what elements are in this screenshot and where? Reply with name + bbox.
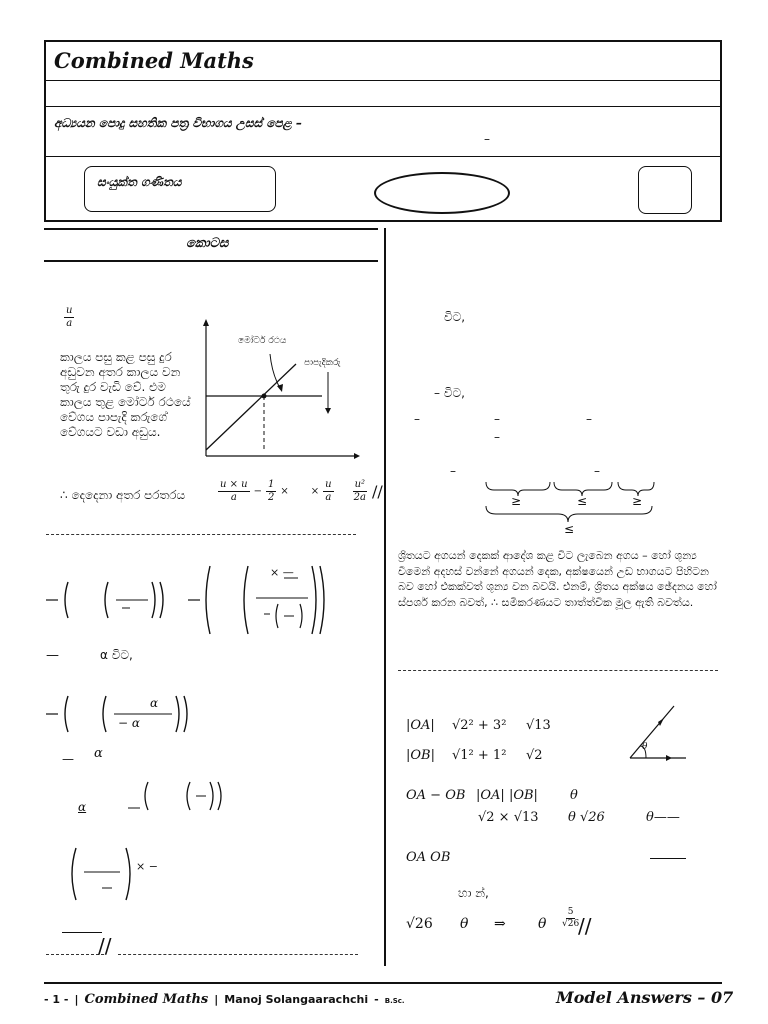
alpha-underlined: α [78,800,87,814]
footer-left: - 1 - | Combined Maths | Manoj Solangaarachchi - B.Sc. [44,992,405,1007]
final-fraction: $\frac{5}{√26}$ [562,907,580,929]
footer-series: Model Answers – 07 [556,988,734,1007]
dash-mark-2: — [62,752,74,766]
oa-value: √2² + 3² [452,718,507,733]
bracket-expression-3 [124,778,234,818]
exam-line: අධ්‍යයන පොදු සහතික පත්‍ර විභාගය උසස් පෙළ – [54,116,302,130]
answer-line [62,932,102,933]
divider-right [398,670,718,671]
when-text-1: විට, [444,310,466,324]
title-row [46,42,720,81]
end-mark-right: // [578,914,592,938]
dash-6: – [594,464,600,478]
oa-magnitude: |OA| [406,718,435,733]
alpha-when: α විට, [100,648,133,662]
alpha-top: α [150,696,159,710]
dash-4: – [494,430,500,444]
ha-nt-text: හා න්, [458,886,489,900]
footer-degree: B.Sc. [384,997,405,1005]
dot-product-mid: |OA| |OB| [476,788,538,803]
dot-product-lhs: OA − OB [406,788,466,803]
paper-oval [374,172,510,214]
dash-3: – [586,412,592,426]
section-top-rule [44,228,378,230]
times-minus: × − [136,860,158,873]
subject-label: සංයුක්ත ගණිතය [97,175,182,189]
page-number: - 1 - [44,993,69,1006]
footer-rule [44,982,722,984]
footer-author: Manoj Solangaarachchi [224,993,369,1006]
oa-result: √13 [526,718,551,733]
graph-label-cyclist: පාපැදිකරු [304,358,341,368]
exam-row [46,106,720,157]
conclusion-paragraph: ශ්‍රිතයට අගයන් දෙකක් ආදේශ කළ විට ලැබෙන අගය – හෝ ශුන්‍ය වීමෙන් අදහස් වන්නේ අගයන් දෙක, අක්ෂයෙන් උඩ භාගයට පිහිටන බව හෝ එකක්වත් ශුන්‍ය වන බවයි. එනම්, ශ්‍රිතය අක්ෂය ඡේදනය හෝ ස්පර්ශ කරන බවත්, ∴ සමීකරණයට තාත්ත්වික මූල ඇති බවත්ය. [398,549,717,609]
ineq-geq-1: ≥ [511,494,522,508]
times-dash: × — [270,566,294,579]
root-26: √26 [406,916,433,932]
divider-1 [46,534,356,535]
dot-theta: θ [570,788,578,803]
angle-theta-label: θ [642,742,648,752]
alpha-symbol: α [94,746,103,761]
angle-diagram [626,702,696,764]
page-title: Combined Maths [54,48,254,73]
dash-mark: — [46,648,59,663]
code-box [638,166,692,214]
ineq-geq-2: ≥ [632,494,643,508]
theta-b: θ [538,916,547,932]
when-text-2: – විට, [434,386,465,400]
implies-symbol: ⇒ [494,916,506,932]
column-divider [384,228,386,966]
ineq-leq-1: ≤ [577,494,588,508]
section-title: කොටස [186,236,229,251]
u-over-a: $\frac{u}{a}$ [66,305,73,329]
car-line [206,364,296,450]
ob-magnitude: |OB| [406,748,435,763]
minus-alpha: − α [118,716,140,730]
dot-line-2: √2 × √13 [478,810,539,825]
ineq-leq-2: ≤ [564,522,575,536]
subject-box [84,166,276,212]
end-dash-right [118,954,358,955]
exam-dash: – [484,132,490,146]
theta-a: θ [460,916,469,932]
dash-1: – [414,412,420,426]
blank-line [650,858,686,859]
graph-label-car: මෝටර් රථය [238,336,287,346]
header-box [44,40,722,222]
blank-row [46,80,720,107]
bracket-expression-2 [44,690,244,740]
theta-root26: θ √26 [568,810,605,825]
therefore-text: ∴ දෙදෙනා අතර පරතරය [60,488,186,502]
ob-result: √2 [526,748,543,763]
end-dash-left [46,954,104,955]
ob-value: √1² + 1² [452,748,507,763]
distance-expression: $\frac{u \times u}{a}$ − $\frac{1}{2}$ × × $\frac{u}{a}$ $\frac{\text{u²}}{2a}$ // [220,479,383,503]
dash-2: – [494,412,500,426]
bracket-expression-1 [44,560,384,640]
bracket-expression-4 [64,842,144,906]
oa-ob: OA OB [406,850,451,865]
explanation-paragraph: කාලය පසු කළ පසු දුර අඩුවන අතර කාලය වන තුරු දුර වැඩි වේ. එම කාලය තුළ මෝටර් රථයේ වේගය පාපැදි කරුගේ වේගයට වඩා අඩුය. [60,350,191,439]
theta-line: θ—— [646,810,680,825]
footer-brand: Combined Maths [84,992,209,1007]
section-bottom-rule [44,260,378,262]
end-mark: // [98,934,112,958]
dash-5: – [450,464,456,478]
